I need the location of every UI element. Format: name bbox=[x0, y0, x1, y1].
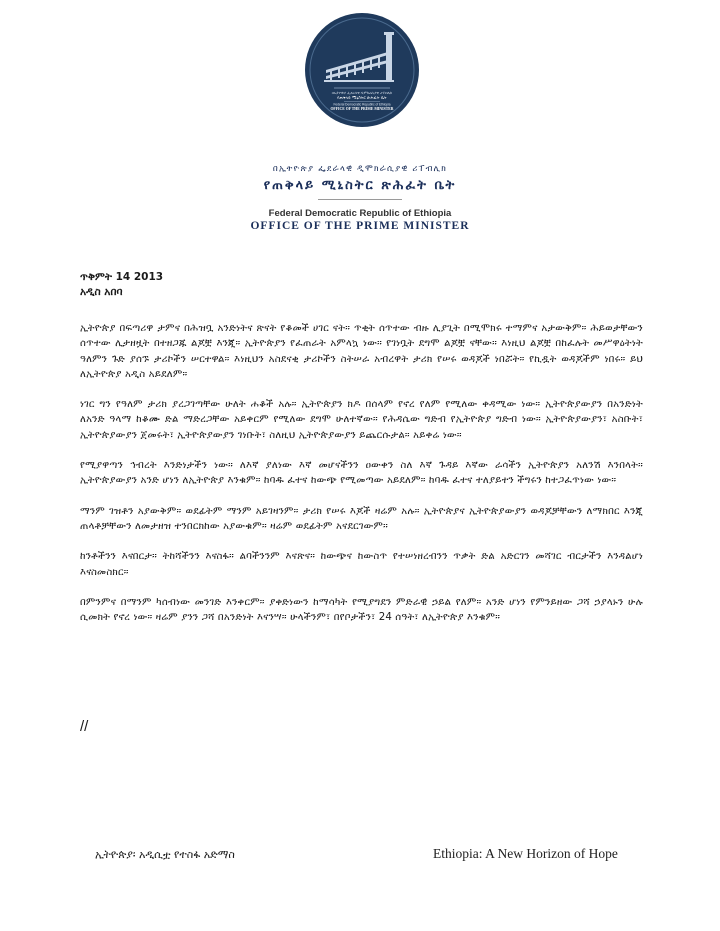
letterhead-office-amharic: የጠቅላይ ሚኒስትር ጽሕፈት ቤት bbox=[263, 178, 457, 193]
paragraph-6: በምንምና በማንም ካሰብነው መንገድ እንቀርም። ያቀድነውን ከማሳካት የሚያግደን ምድራዊ ኃይል የለም። አንድ ሆነን የምንይዘው ጋሻ ኃያላኑን ሁሉ ሲመክት የኖረ ነው። ዛሬም ያንን ጋሻ በአንድነት እናንሣ። ሁላችንም፣ በየቦታችን፣ 24 ሰዓት፣ ለኢትዮጵያ እንቁም። bbox=[80, 596, 643, 624]
svg-text:OFFICE OF THE PRIME MINISTER: OFFICE OF THE PRIME MINISTER bbox=[330, 107, 394, 111]
letterhead-country-english: Federal Democratic Republic of Ethiopia bbox=[268, 208, 452, 219]
paragraph-3: የሚያዋጣን ኅብረት እንድነታችን ነው። ለእኛ ያለነው እኛ መሆናችንን ዐውቀን ስለ እኛ ጉዳይ እኛው ራሳችን ኢትዮጵያን አለንሽ እንበላት። ኢትዮጵያውያን አንድ ሆነን ለኢትዮጵያ እንቁም። ከባዱ ፈተና ከውጭ የሚመጣው አይደለም። ከባዱ ፈተና ተለያይተን ችግሩን ከተጋፈጥነው ነው። bbox=[80, 460, 643, 487]
svg-text:Federal Democratic Republic of: Federal Democratic Republic of Ethiopia bbox=[333, 102, 391, 107]
paragraph-2: ነገር ግን የዓለም ታሪክ ያረጋገጣቸው ሁለት ሐቆች አሉ። ኢትዮጵያን ክዶ በሰላም የኖረ የለም የሚለው ቀዳሚው ነው። ኢትዮጵያውያን በአንድነት ለአንድ ዓላማ ከቆሙ ድል ማድረጋቸው አይቀርም የሚለው ደግሞ ሁለተኛው። የሕዳሴው ግድብ የኢትዮጵያ ግድብ ነው። ኢትዮጵያውያን፣ አስቡት፣ ኢትዮጵያውያን ጀመሩት፣ ኢትዮጵያውያን ገነቡት፣ ስለዚህ ኢትዮጵያውያን ይጨርሱታል። አይቀሬ ነው። bbox=[80, 399, 643, 441]
svg-text:በኢትዮጵያ ፌደራላዊ ዲሞክራሲያዊ ሪፐብሊክ: በኢትዮጵያ ፌደራላዊ ዲሞክራሲያዊ ሪፐብሊክ bbox=[331, 91, 393, 95]
letter-place: አዲስ አበባ bbox=[80, 286, 123, 298]
pm-office-seal-logo bbox=[304, 12, 420, 128]
svg-text:የጠቅላይ ሚኒስትር ጽሕፈት ቤት: የጠቅላይ ሚኒስትር ጽሕፈት ቤት bbox=[337, 95, 387, 100]
letter-date: ጥቅምት 14 2013 bbox=[80, 271, 164, 283]
footer-slogan-amharic: ኢትዮጵያ፡ አዲሲቷ የተስፋ አድማስ bbox=[95, 848, 235, 861]
paragraph-4: ማንም ገዝቶን አያውቅም። ወደፊትም ማንም አይገዛንም። ታሪክ የሠሩ እጆች ዛሬም አሉ። ኢትዮጵያና ኢትዮጵያውያን ወዳጆቻቸውን ለማክበር እንጂ ጠላቶቻቸውን ለመታዘዝ ተንበርክከው አያውቁም። ዛሬም ወደፊትም አናደርገውም። bbox=[80, 505, 643, 532]
letterhead-country-amharic: በኢትዮጵያ ፌደራላዊ ዲሞክራሲያዊ ሪፐብሊክ bbox=[272, 164, 448, 174]
closing-mark: // bbox=[80, 718, 89, 735]
letter-body bbox=[80, 321, 643, 640]
letterhead-office-english: OFFICE OF THE PRIME MINISTER bbox=[250, 220, 470, 232]
footer-slogan-english: Ethiopia: A New Horizon of Hope bbox=[433, 846, 618, 861]
paragraph-1: ኢትዮጵያ በፍጣሪዋ ታምና በሕዝቧ አንድነትና ጽናት የቆመች ሀገር ናት። ጥቂት ሰጥተው ብዙ ሊያጊት በሚሞክሩ ተማምና አታውቅም። ሕይወታቸውን ሰጥተው ሊታዘዟት በተዘጋጁ ልጆቿ እንጂ። ኢትዮጵያን የፈጠራት አምላኳ ነው። የገነቧት ደግሞ ልጆቿ ናቸው። እነዚህ ልጆቿ በከፈሉት መሥዋዕትነት ዓለምን ጉድ ያሰኙ ታሪኮችን ሠርተዋል። እነዚህን አስደናቂ ታሪኮችን ስትሠራ አብረዋት ታሪክ የሠሩ ወዳጆች ነበሯት። የኪዷት ወዳጆችም ነበሩ። ይህ ለኢትዮጵያ አዲስ አይደለም። bbox=[80, 323, 643, 380]
letterhead-divider bbox=[318, 199, 402, 200]
paragraph-5: ከንቶችንን እናበርታ። ትከሻችንን እናስፋ። ልባችንንም እናጽና። ከውጭና ከውስጥ የተሠነዘረብንን ጥቃት ድል አድርገን መሻገር ብርታችን እንዳልሆነ እናስመስክር። bbox=[80, 551, 643, 578]
